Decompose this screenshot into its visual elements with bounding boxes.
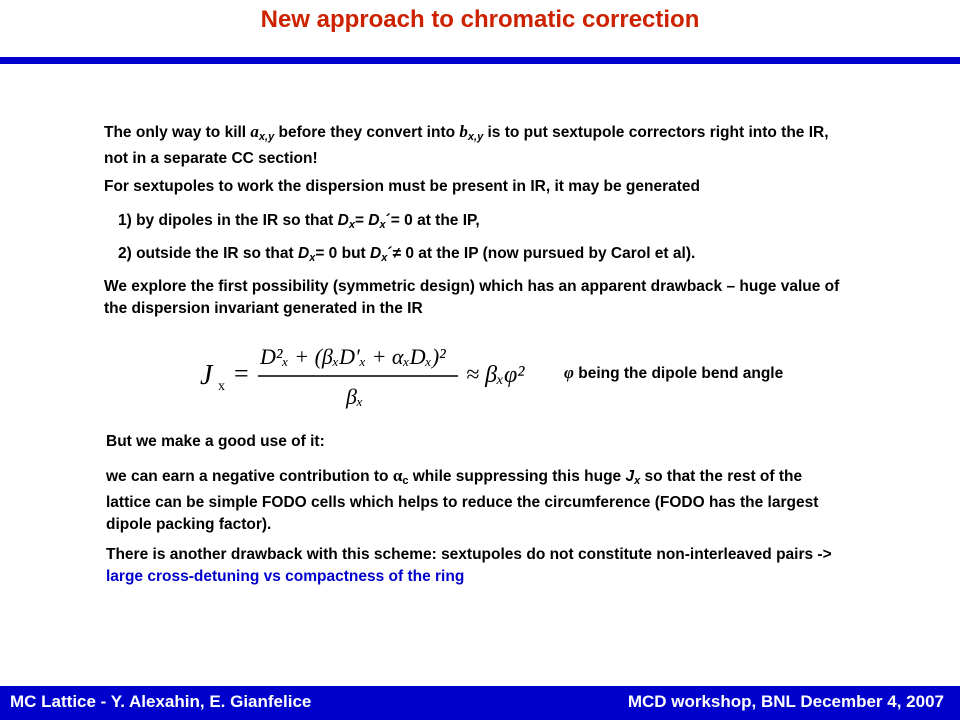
drawback-text: There is another drawback with this scheme: sextupoles do not constitute non-interleaved pairs -> [106, 546, 832, 563]
title-divider-bar [0, 57, 960, 64]
drawback-paragraph [106, 544, 836, 588]
option-2-sub2: x [381, 252, 388, 264]
formula-approx: ≈ βₓφ² [466, 362, 525, 388]
intro-text-2: before they convert into [274, 124, 460, 141]
alpha-subscript: c [402, 475, 409, 487]
alpha-symbol: α [392, 466, 403, 485]
intro-text-3: is to put sextupole correctors right into the IR, not in a separate CC section! [104, 124, 829, 167]
a-subscript: x,y [258, 131, 275, 143]
option-1-D: D [337, 212, 349, 229]
option-1 [118, 210, 858, 236]
J-subscript: x [634, 475, 641, 487]
option-2-neq: ´≠ 0 [387, 245, 414, 262]
formula-note-text: being the dipole bend angle [573, 365, 784, 382]
J-symbol: J [625, 468, 635, 485]
earn-paragraph [106, 465, 836, 536]
option-2-sub: x [309, 252, 316, 264]
earn-text-3: so that the rest of the lattice can be simple FODO cells which helps to reduce the circumference (FODO has the largest dipole packing factor). [106, 468, 819, 533]
intro-paragraph [104, 121, 844, 170]
option-1-prefix: 1) by dipoles in the IR so that [118, 212, 338, 229]
option-2-D: D [297, 245, 310, 262]
option-2-prefix: 2) outside the IR so that [118, 245, 298, 262]
drawback-highlight: large cross-detuning vs compactness of the ring [106, 568, 465, 585]
option-1-D2: D [368, 212, 380, 229]
b-subscript: x,y [467, 131, 484, 143]
footer-left: MC Lattice - Y. Alexahin, E. Gianfelice [10, 692, 312, 711]
footer-bar [0, 686, 960, 720]
option-2-end: at the IP (now pursued by Carol et al). [413, 245, 696, 262]
footer-right: MCD workshop, BNL December 4, 2007 [627, 692, 944, 711]
option-2-D2: D [370, 245, 382, 262]
earn-text-1: we can earn a negative contribution to [106, 468, 393, 485]
formula-numerator: D²ₓ + (βₓD′ₓ + αₓDₓ)² [260, 344, 446, 369]
option-1-mid: = [354, 212, 369, 229]
formula-lhs: J [200, 360, 213, 391]
b-symbol: b [459, 122, 468, 141]
dispersion-invariant-formula [196, 336, 556, 416]
option-1-end: ´= 0 at the IP, [385, 212, 480, 229]
formula-equals: = [234, 359, 249, 388]
a-symbol: a [250, 122, 259, 141]
intro-text-1: The only way to kill [104, 124, 251, 141]
earn-text-2: while suppressing this huge [408, 468, 626, 485]
option-2-mid: = 0 but [315, 245, 371, 262]
option-1-sub: x [348, 219, 355, 231]
good-use-line: But we make a good use of it: [106, 433, 325, 450]
slide-title: New approach to chromatic correction [260, 6, 700, 33]
formula-denominator: βₓ [346, 384, 364, 409]
dispersion-line: For sextupoles to work the dispersion must be present in IR, it may be generated [104, 178, 701, 195]
formula-note [564, 362, 784, 385]
formula-lhs-sub: x [218, 379, 225, 394]
option-1-sub2: x [379, 219, 386, 231]
explore-paragraph: We explore the first possibility (symmetric design) which has an apparent drawback – huge value of the dispersion invariant generated in the IR [104, 278, 840, 317]
option-2 [118, 243, 858, 269]
phi-symbol: φ [564, 363, 574, 382]
